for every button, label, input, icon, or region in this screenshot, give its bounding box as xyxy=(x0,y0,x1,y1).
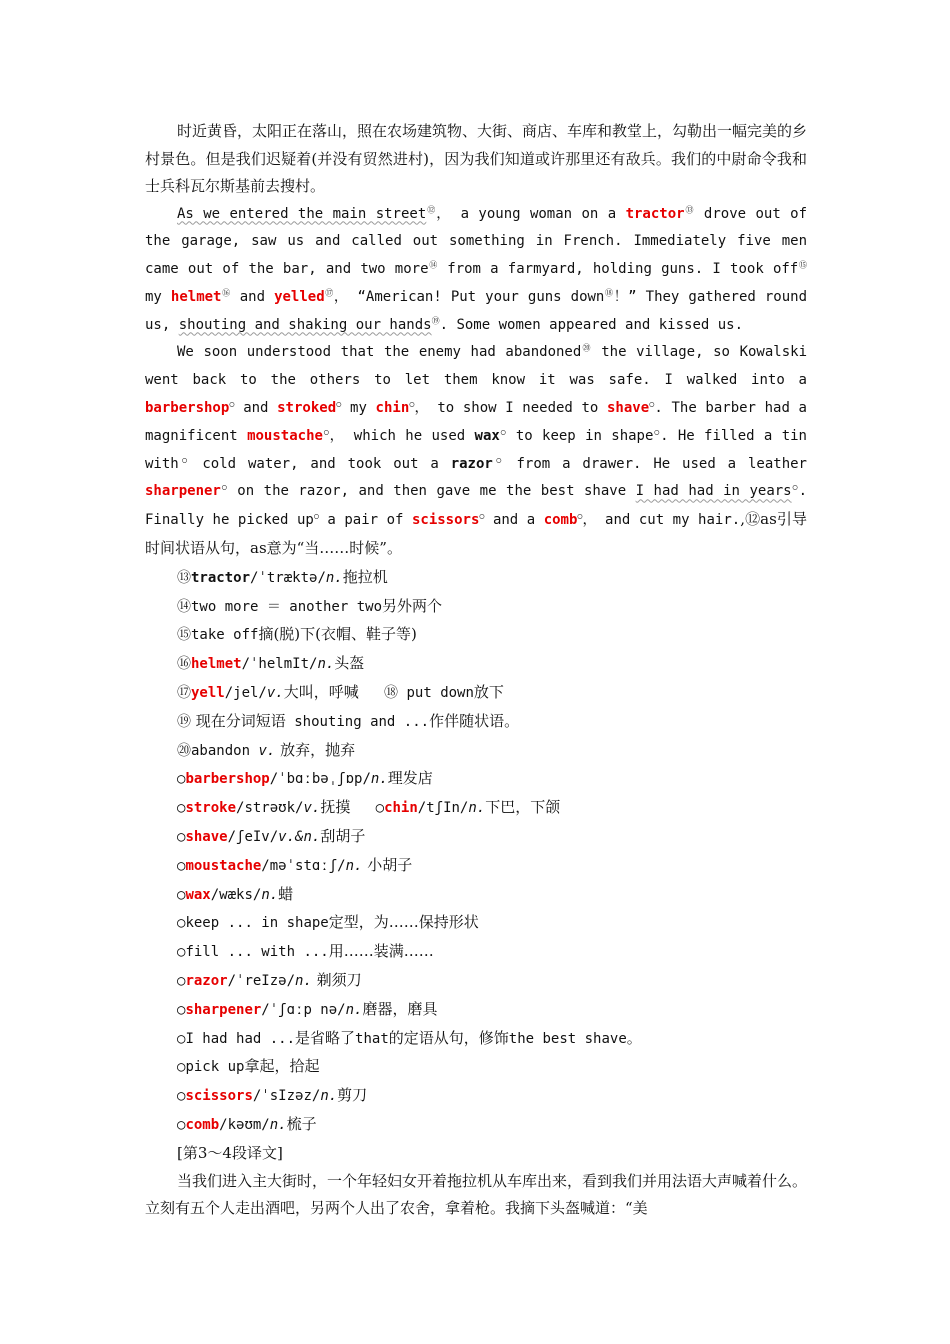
note-marker: ⑲ xyxy=(431,316,440,326)
text-run: from a drawer. He used a leather xyxy=(504,455,807,472)
note-pos: v. xyxy=(303,800,321,817)
text-run: . Finally he picked up xyxy=(145,483,807,529)
note-word: wax xyxy=(185,886,211,903)
note-item xyxy=(145,823,807,852)
note-marker: ⑳ xyxy=(581,343,592,353)
note-meaning: 放弃，抛弃 xyxy=(275,740,356,759)
note-item xyxy=(145,708,807,737)
text-run: from a farmyard, holding guns. I took off xyxy=(438,261,799,278)
note-item xyxy=(145,1111,807,1140)
note-item xyxy=(145,564,807,593)
note-meaning: 梳子 xyxy=(286,1115,317,1133)
note-word: sharpener xyxy=(185,1001,262,1018)
note-word: moustache xyxy=(185,857,262,874)
note-marker: ○ xyxy=(313,511,319,521)
note-marker: ○ xyxy=(229,399,235,409)
text-run: my xyxy=(341,400,376,417)
note-meaning: 刮胡子 xyxy=(320,827,366,846)
note-marker: ⑯ xyxy=(221,288,231,298)
vocab-razor: razor xyxy=(450,455,493,472)
note-meaning: 定型，为……保持形状 xyxy=(328,913,479,932)
note-word: barbershop xyxy=(185,771,270,788)
note-item xyxy=(145,1025,807,1054)
note-phrase: pick up xyxy=(185,1059,245,1076)
paragraph-3-english xyxy=(145,339,807,563)
note-pos: n. xyxy=(295,973,312,990)
note-phonetic: /kəʊm/ xyxy=(219,1117,270,1133)
vocab-tractor: tractor xyxy=(625,205,685,222)
note-meaning: 理发店 xyxy=(387,769,433,788)
note-number: ○ xyxy=(177,1059,186,1076)
text-run: a pair of xyxy=(318,512,412,529)
note-item xyxy=(145,621,807,650)
note-meaning: 。 xyxy=(626,1028,642,1047)
vocab-helmet: helmet xyxy=(170,288,222,305)
vocab-barbershop: barbershop xyxy=(145,400,230,417)
note-meaning: 摘(脱)下(衣帽、鞋子等) xyxy=(258,625,417,644)
text-run: drove out of the garage, saw us and called out something in French. Immediately five men came out of the bar, and two more xyxy=(145,205,808,278)
note-number: ○ xyxy=(375,800,385,817)
note-item xyxy=(145,737,807,766)
note-pos: n. xyxy=(345,857,363,874)
note-number: ○ xyxy=(177,1117,186,1133)
note-pos: n. xyxy=(261,886,279,903)
text-run: ， a young woman on a xyxy=(436,205,626,222)
text-run: . The barber had a magnificent xyxy=(145,400,807,444)
note-meaning: 头盔 xyxy=(334,654,365,673)
text-run: and xyxy=(230,288,275,305)
phrase-shouting-shaking: shouting and shaking our hands xyxy=(178,316,432,333)
note-number: ⑬ xyxy=(177,569,191,586)
vocab-chin: chin xyxy=(375,400,410,417)
text-run: and xyxy=(234,400,278,417)
note-pos: n. xyxy=(345,1001,363,1018)
document-body xyxy=(145,118,807,1223)
note-meaning: 拿起，拾起 xyxy=(244,1057,320,1076)
note-marker: ⑫ xyxy=(426,204,437,214)
note-item xyxy=(145,1082,807,1111)
note-meaning: 的定语从句，修饰 xyxy=(388,1028,509,1047)
note-number: ○ xyxy=(177,857,186,874)
note-meaning: 抚摸 xyxy=(320,798,351,817)
text-run: my xyxy=(145,288,171,305)
text-run: cold water, and took out a xyxy=(190,455,451,472)
note-phonetic: /məˈstɑːʃ/ xyxy=(261,857,346,874)
note-phrase: keep ... in shape xyxy=(185,915,329,932)
note-number: ⑳ xyxy=(177,742,191,759)
note-number: ⑰ xyxy=(177,685,191,702)
note-item xyxy=(145,852,807,881)
note-pos: n. xyxy=(370,771,388,788)
note-phrase: abandon xyxy=(191,742,259,759)
note-phrase: that xyxy=(355,1030,389,1047)
note-marker: ○ xyxy=(336,399,342,409)
note-phrase: I had had ... xyxy=(185,1030,296,1047)
note-item xyxy=(145,967,807,996)
note-item xyxy=(145,938,807,967)
note-meaning: 小胡子 xyxy=(362,855,413,874)
note-phonetic: /jel/ xyxy=(224,685,267,702)
note-marker: ⑭ xyxy=(428,260,439,270)
text-run: ， and cut my hair. xyxy=(582,512,741,529)
note-phrase: shouting and ... xyxy=(285,713,430,730)
note-number: ○ xyxy=(177,886,186,903)
note-pos: n. xyxy=(320,1088,338,1105)
note-item xyxy=(145,909,807,938)
note-number: ⑮ xyxy=(177,627,191,644)
note-marker: ○ xyxy=(479,511,485,521)
note-item xyxy=(145,794,807,823)
paragraph-1-chinese: 时近黄昏，太阳正在落山，照在农场建筑物、大街、商店、车库和教堂上，勾勒出一幅完美的乡村景色。但是我们迟疑着(并没有贸然进村)，因为我们知道或许那里还有敌兵。我们的中尉命令我和士兵科瓦尔斯基前去搜村。 xyxy=(145,122,808,195)
note-meaning: 作伴随状语。 xyxy=(429,711,520,730)
note-meaning: 剪刀 xyxy=(337,1086,368,1105)
text-run: ！” They gathered round us, xyxy=(145,288,808,333)
paragraph-2-english xyxy=(145,201,807,340)
note-marker: ○ xyxy=(220,482,228,492)
note-item xyxy=(145,650,807,679)
note-word: razor xyxy=(185,973,228,990)
note-marker: ○ xyxy=(322,427,330,437)
note-marker: ○ xyxy=(577,511,583,521)
note-number: ⑭ xyxy=(177,598,191,615)
vocab-wax: wax xyxy=(474,427,500,444)
note-pos: v.&n. xyxy=(278,829,321,846)
note-phonetic: /ˈsIzəz/ xyxy=(252,1088,321,1105)
note-pos: v. xyxy=(266,685,284,702)
note-phrase: fill ... with ... xyxy=(185,944,329,961)
note-word: tractor xyxy=(191,569,251,586)
grammar-note-as: ,⑫as引导时间状语从句，as意为“当……时候”。 xyxy=(145,510,807,558)
note-pos: n. xyxy=(468,800,486,817)
text-run: and a xyxy=(484,512,544,529)
note-item xyxy=(145,593,807,622)
note-phonetic: /wæks/ xyxy=(210,886,262,903)
note-marker: ⑬ xyxy=(684,204,695,214)
note-phrase: take off xyxy=(191,627,259,644)
note-meaning: 大叫，呼喊 xyxy=(283,683,359,702)
vocab-shave: shave xyxy=(607,400,650,417)
section-title: [第3～4段译文] xyxy=(177,1143,283,1162)
note-meaning: 剃须刀 xyxy=(311,971,362,990)
note-meaning: 另外两个 xyxy=(382,596,443,615)
note-number: ○ xyxy=(177,973,186,990)
note-meaning: 磨器，磨具 xyxy=(362,999,438,1018)
vocab-moustache: moustache xyxy=(247,427,323,444)
note-meaning: 拖拉机 xyxy=(342,567,388,586)
note-word: helmet xyxy=(191,656,242,673)
text-run: ， “American! Put your guns down xyxy=(333,288,605,305)
note-number: ○ xyxy=(177,771,186,788)
note-marker: ○ xyxy=(409,399,415,409)
vocab-scissors: scissors xyxy=(411,512,480,529)
note-phonetic: /ˈʃɑːp nə/ xyxy=(261,1001,346,1018)
note-item xyxy=(145,996,807,1025)
note-word: shave xyxy=(185,829,228,846)
note-meaning: 用……装满…… xyxy=(328,942,434,961)
phrase-entered-main-street: As we entered the main street xyxy=(177,205,427,222)
note-number: ⑲ xyxy=(177,713,191,730)
note-number: ○ xyxy=(177,1001,186,1018)
note-marker: ○ xyxy=(649,399,655,409)
text-run: . Some women appeared and kissed us. xyxy=(439,316,744,333)
note-marker: ○ xyxy=(499,427,507,437)
note-meaning: 下巴，下颌 xyxy=(485,798,561,817)
vocab-comb: comb xyxy=(543,512,578,529)
text-run: . He filled a tin with xyxy=(145,427,807,472)
note-phonetic: /ˈbɑːbəˌʃɒp/ xyxy=(269,771,371,788)
note-meaning: 蜡 xyxy=(278,884,294,903)
vocab-stroked: stroked xyxy=(277,400,337,417)
note-word: stroke xyxy=(185,800,237,817)
note-marker: ○ xyxy=(178,455,191,465)
text-run: to keep in shape xyxy=(506,427,654,444)
note-marker: ○ xyxy=(653,427,661,437)
text-run: ， which he used xyxy=(329,427,475,444)
note-number: ⑱ xyxy=(384,685,399,702)
note-word: chin xyxy=(384,800,418,817)
note-pos: v. xyxy=(258,742,276,759)
note-item xyxy=(145,765,807,794)
note-number: ○ xyxy=(177,1030,186,1047)
note-phonetic: /ˈtræktə/ xyxy=(250,569,326,586)
note-word: scissors xyxy=(185,1088,253,1105)
note-phonetic: /ʃeIv/ xyxy=(227,829,279,846)
text-run: the village, so Kowalski went back to the others to let them know it was safe. I walked into a xyxy=(145,344,807,389)
note-pos: n. xyxy=(269,1117,287,1133)
note-meaning: 是省略了 xyxy=(295,1028,356,1047)
note-meaning: 现在分词短语 xyxy=(191,711,286,730)
note-number: ○ xyxy=(177,829,186,846)
note-phonetic: /strəʊk/ xyxy=(236,800,304,817)
note-item xyxy=(145,881,807,910)
note-pos: n. xyxy=(317,656,335,673)
note-marker: ○ xyxy=(492,455,505,465)
note-number: ○ xyxy=(177,944,186,961)
note-marker: ○ xyxy=(791,482,799,492)
vocab-yelled: yelled xyxy=(274,288,325,305)
text-run: We soon understood that the enemy had abandoned xyxy=(177,344,582,361)
note-number: ○ xyxy=(177,915,186,932)
note-item xyxy=(145,1053,807,1082)
note-item xyxy=(145,679,807,708)
note-marker: ⑮ xyxy=(798,260,808,270)
phrase-had-had-in-years: I had had in years xyxy=(635,483,792,500)
note-number: ⑯ xyxy=(177,656,191,673)
note-phonetic: /tʃIn/ xyxy=(417,800,469,817)
note-phonetic: /ˈhelmIt/ xyxy=(241,656,318,673)
note-phrase: put down xyxy=(398,685,474,702)
paragraph-4-chinese: 当我们进入主大街时，一个年轻妇女开着拖拉机从车库出来，看到我们并用法语大声喊着什么。立刻有五个人走出酒吧，另两个人出了农舍，拿着枪。我摘下头盔喊道：“美 xyxy=(145,1171,808,1218)
note-meaning: 放下 xyxy=(473,683,504,702)
note-pos: n. xyxy=(325,569,343,586)
text-run: ， to show I needed to xyxy=(414,400,607,417)
note-word: yell xyxy=(191,685,225,702)
text-run: on the razor, and then gave me the best shave xyxy=(227,483,636,500)
note-phrase: two more ＝ another two xyxy=(191,598,383,615)
note-marker: ⑱ xyxy=(604,288,614,298)
note-phrase: the best shave xyxy=(508,1030,627,1047)
note-number: ○ xyxy=(177,1088,186,1105)
vocab-sharpener: sharpener xyxy=(145,483,221,500)
note-marker: ⑰ xyxy=(324,288,334,298)
note-word: comb xyxy=(185,1117,220,1133)
note-number: ○ xyxy=(177,800,186,817)
note-phonetic: /ˈreIzə/ xyxy=(227,973,296,990)
vocab-notes-list xyxy=(145,564,807,1140)
